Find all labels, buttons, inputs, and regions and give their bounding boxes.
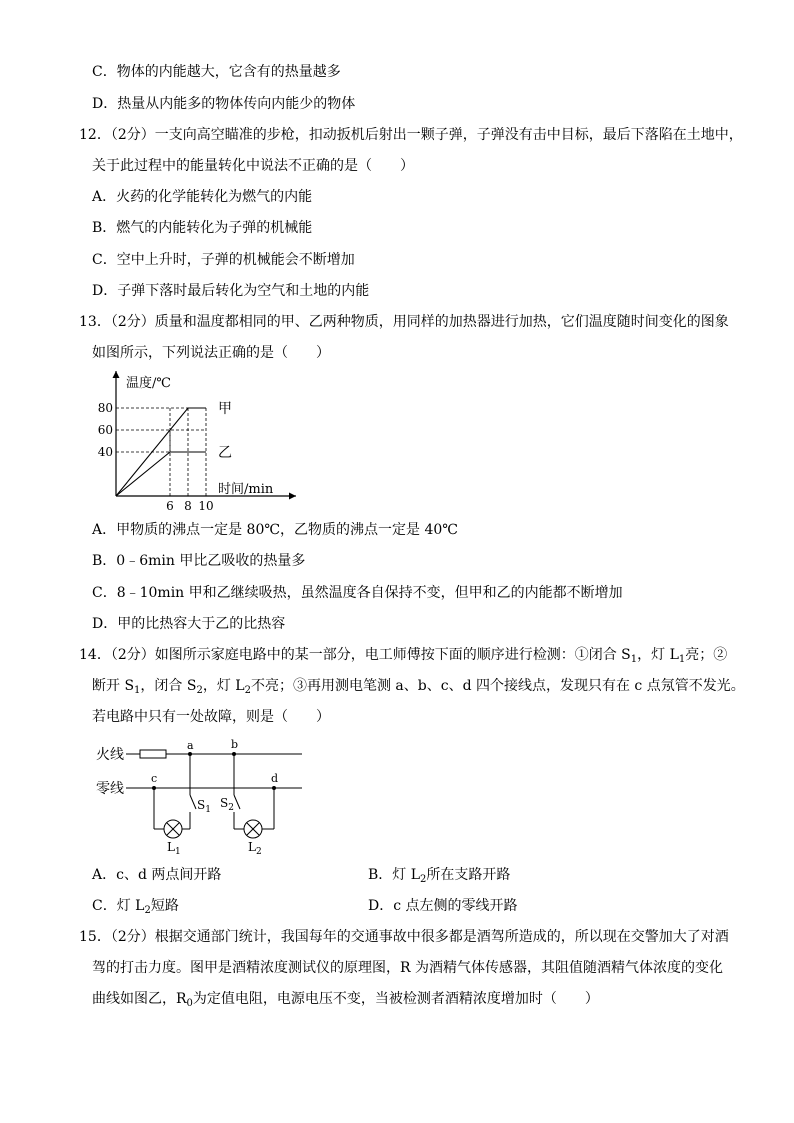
q13-option-b: B．0﹣6min 甲比乙吸收的热量多 <box>92 553 306 569</box>
q14-option-d: D．c 点左侧的零线开路 <box>368 898 518 914</box>
q13-stem-line2: 如图所示，下列说法正确的是（ ） <box>92 345 330 361</box>
series-label-1: 甲 <box>218 401 232 417</box>
q12-option-b: B．燃气的内能转化为子弹的机械能 <box>92 220 313 236</box>
lamp-l2-label: $L_2$ <box>248 840 262 855</box>
x-axis-label: 时间/min <box>218 482 274 497</box>
q14-stem-line3: 若电路中只有一处故障，则是（ ） <box>92 709 330 725</box>
neutral-wire-label: 零线 <box>96 781 124 797</box>
point-b-label: b <box>231 738 239 751</box>
switch-s1-icon <box>190 795 196 809</box>
y-axis-label: 温度/℃ <box>126 376 171 391</box>
q12-option-a: A．火药的化学能转化为燃气的内能 <box>92 189 313 205</box>
q12-stem-line2: 关于此过程中的能量转化中说法不正确的是（ ） <box>92 158 414 174</box>
lamp-l1-icon <box>164 820 182 838</box>
x-tick-8: 8 <box>184 499 192 513</box>
q11-option-d: D．热量从内能多的物体传向内能少的物体 <box>92 96 356 112</box>
q14-stem-line1: 14．（2分）如图所示家庭电路中的某一部分，电工师傅按下面的顺序进行检测：①闭合 $S_1$，灯 $L_1$亮；② <box>79 647 728 665</box>
temperature-time-chart <box>90 365 300 515</box>
q13-stem-line1: 13．（2分）质量和温度都相同的甲、乙两种物质，用同样的加热器进行加热，它们温度随时间变化的图象 <box>79 314 729 330</box>
q12-stem-line1: 12．（2分）一支向高空瞄准的步枪，扣动扳机后射出一颗子弹，子弹没有击中目标，最后下落陷在土地中， <box>79 127 743 143</box>
q13-option-c: C．8﹣10min 甲和乙继续吸热，虽然温度各自保持不变，但甲和乙的内能都不断增加 <box>92 585 623 601</box>
q14-stem-line2: 断开 $S_1$，闭合 $S_2$，灯 $L_2$不亮；③再用测电笔测 a、b、c、d 四个接线点，发现只有在 c 点氖管不发光。 <box>92 678 745 696</box>
q14-option-c: C．灯 $L_2$短路 <box>92 898 179 916</box>
y-tick-80: 80 <box>97 401 113 415</box>
household-circuit-diagram <box>90 735 320 855</box>
live-wire-label: 火线 <box>96 747 124 763</box>
point-d-label: d <box>271 772 279 785</box>
q14-option-a: A．c、d 两点间开路 <box>92 867 222 883</box>
x-tick-6: 6 <box>166 499 174 513</box>
q12-option-c: C．空中上升时，子弹的机械能会不断增加 <box>92 252 355 268</box>
point-a-label: a <box>187 739 194 752</box>
q13-option-d: D．甲的比热容大于乙的比热容 <box>92 616 286 632</box>
lamp-l1-label: $L_1$ <box>167 840 181 855</box>
q14-option-b: B．灯 $L_2$所在支路开路 <box>368 867 511 885</box>
switch-s2-icon <box>234 795 240 809</box>
q13-option-a: A．甲物质的沸点一定是 80℃，乙物质的沸点一定是 40℃ <box>92 522 458 538</box>
x-tick-10: 10 <box>198 499 214 513</box>
fuse-icon <box>140 750 166 758</box>
lamp-l2-icon <box>244 820 262 838</box>
switch-s2-label: $S_2$ <box>220 796 234 813</box>
q15-stem-line1: 15．（2分）根据交通部门统计，我国每年的交通事故中很多都是酒驾所造成的，所以现在交警加大了对酒 <box>79 929 729 945</box>
series-label-2: 乙 <box>218 445 232 461</box>
y-tick-60: 60 <box>97 423 113 437</box>
series-line-2 <box>116 452 206 496</box>
q15-stem-line2: 驾的打击力度。图甲是酒精浓度测试仪的原理图，R 为酒精气体传感器，其阻值随酒精气体浓度的变化 <box>92 960 723 976</box>
y-tick-40: 40 <box>97 445 113 459</box>
switch-s1-label: $S_1$ <box>197 798 211 815</box>
point-c-label: c <box>151 772 158 785</box>
q11-option-c: C．物体的内能越大，它含有的热量越多 <box>92 64 341 80</box>
q12-option-d: D．子弹下落时最后转化为空气和土地的内能 <box>92 283 370 299</box>
q15-stem-line3: 曲线如图乙，$R_0$为定值电阻，电源电压不变，当被检测者酒精浓度增加时（ ） <box>92 991 599 1009</box>
